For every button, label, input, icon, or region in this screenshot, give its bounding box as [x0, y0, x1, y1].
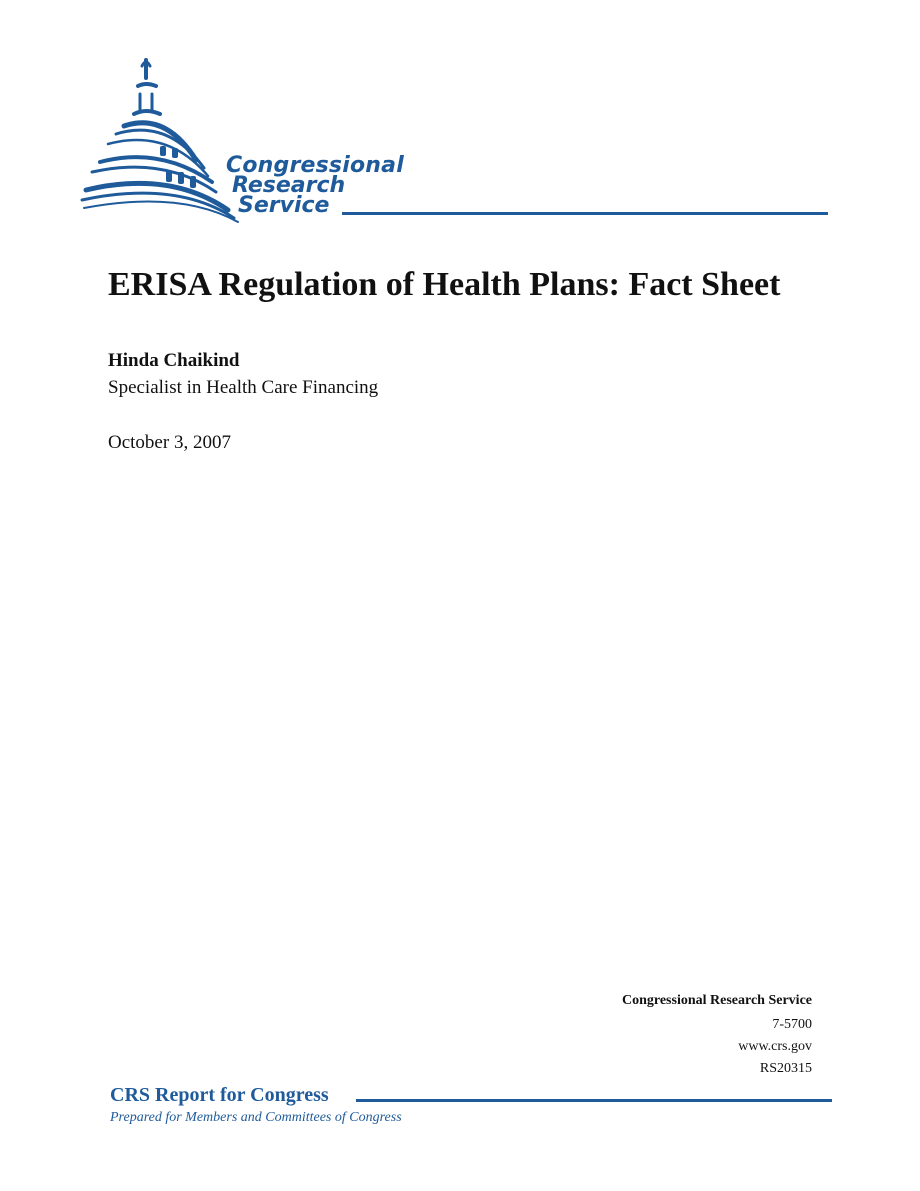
- report-footer: [110, 1084, 832, 1134]
- info-organization: Congressional Research Service: [621, 993, 812, 1008]
- author-name: Hinda Chaikind: [108, 350, 240, 371]
- capitol-dome-icon: [80, 52, 240, 224]
- logo-wordmark: [226, 153, 404, 218]
- report-info: [512, 990, 812, 1080]
- footer-prepared-for: Prepared for Members and Committees of Congress: [110, 1110, 402, 1125]
- footer-report-label: CRS Report for Congress: [110, 1084, 329, 1106]
- report-date: October 3, 2007: [108, 432, 231, 453]
- crs-logo: [80, 52, 840, 232]
- logo-line-service: Service: [238, 193, 330, 218]
- info-website: www.crs.gov: [738, 1039, 812, 1054]
- report-title: ERISA Regulation of Health Plans: Fact Sheet: [108, 266, 781, 303]
- footer-divider: [356, 1099, 832, 1102]
- logo-divider: [342, 212, 828, 215]
- logo-line-congressional: Congressional: [226, 153, 404, 178]
- info-phone: 7-5700: [772, 1017, 812, 1032]
- logo-line-research: Research: [232, 173, 346, 198]
- info-report-number: RS20315: [759, 1061, 812, 1076]
- author-role: Specialist in Health Care Financing: [108, 377, 379, 398]
